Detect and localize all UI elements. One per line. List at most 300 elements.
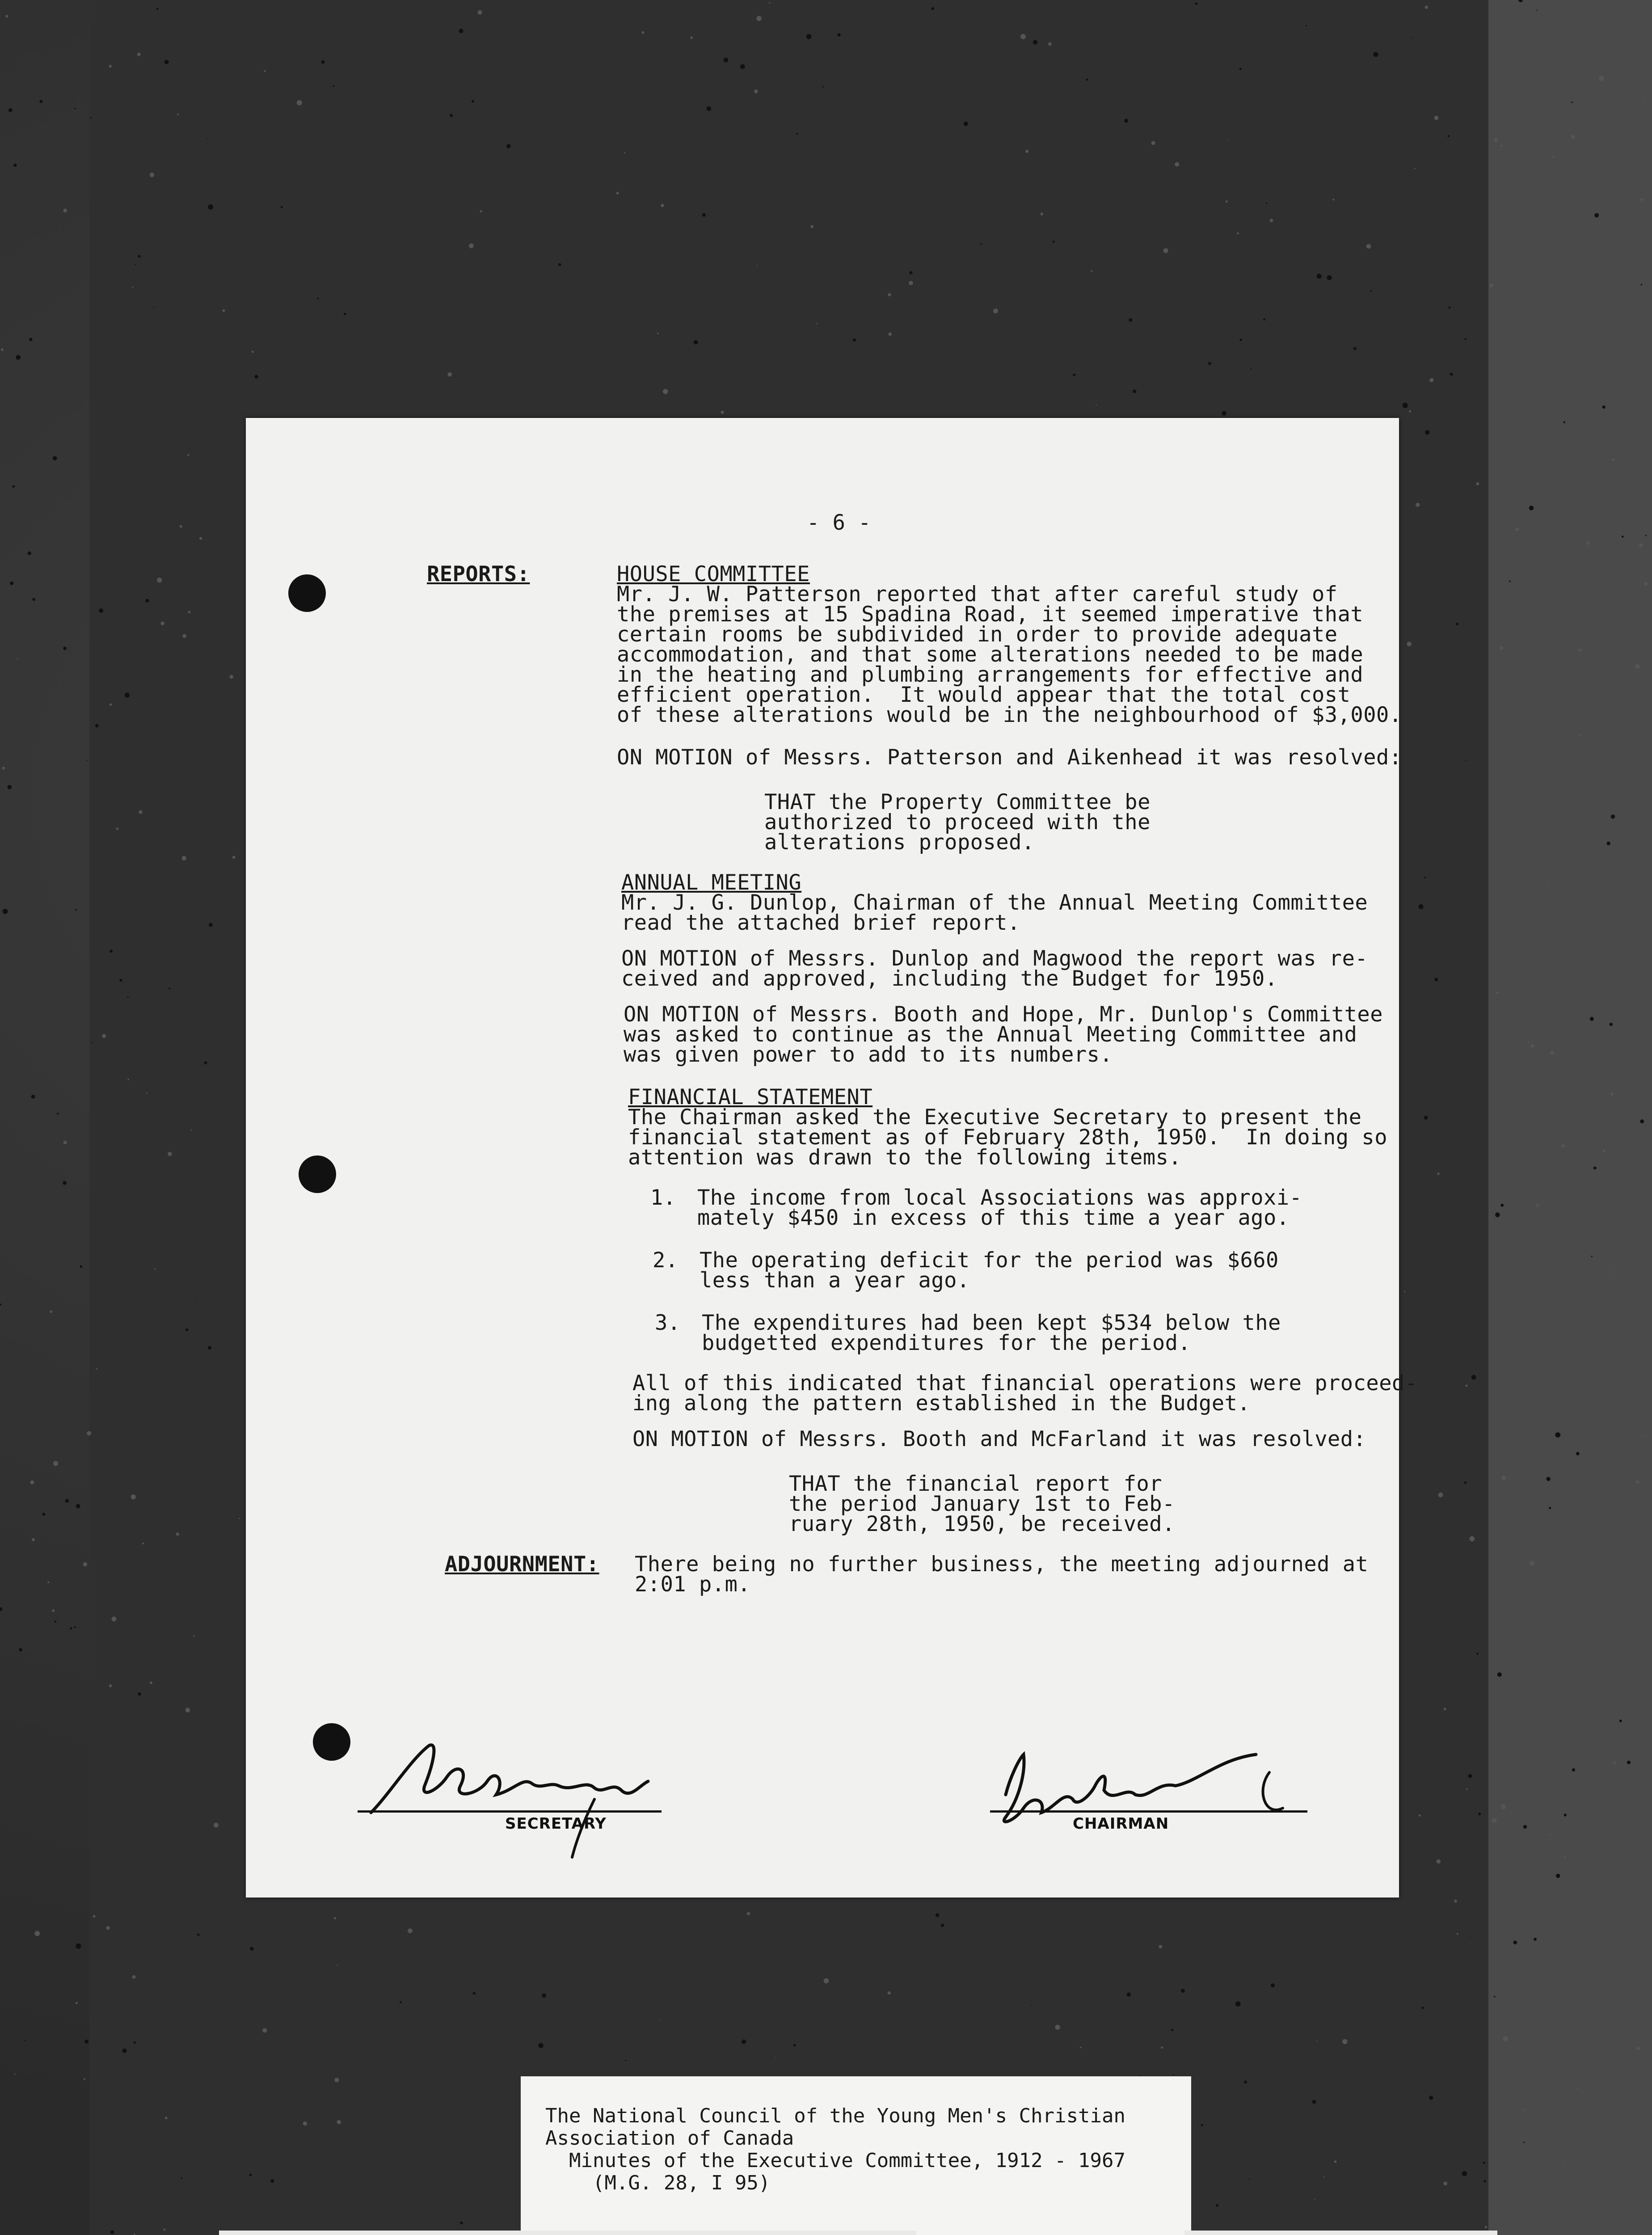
dust-speck xyxy=(694,340,698,345)
dust-speck xyxy=(1421,2007,1424,2009)
annual-meeting-motion: was given power to add to its numbers. xyxy=(624,1042,1113,1067)
dust-speck xyxy=(1443,2182,1447,2186)
card-line: (M.G. 28, I 95) xyxy=(545,2172,771,2194)
dust-speck xyxy=(1635,664,1640,669)
dust-speck xyxy=(1643,99,1644,100)
dust-speck xyxy=(1237,232,1239,234)
house-committee-resolution: alterations proposed. xyxy=(764,830,1035,855)
dust-speck xyxy=(1404,1291,1405,1292)
dust-speck xyxy=(207,138,208,139)
dust-speck xyxy=(1429,2096,1433,2100)
dust-speck xyxy=(8,785,12,789)
dust-speck xyxy=(1571,135,1575,139)
dust-speck xyxy=(1429,378,1433,382)
dust-speck xyxy=(1602,1150,1605,1152)
annual-meeting-line: Mr. J. G. Dunlop, Chairman of the Annual Meeting Committee xyxy=(621,890,1368,915)
dust-speck xyxy=(1,348,4,351)
dust-speck xyxy=(34,1931,40,1936)
dust-speck xyxy=(334,1917,336,1919)
dust-speck xyxy=(1450,373,1453,376)
dust-speck xyxy=(229,675,233,679)
dust-speck xyxy=(1644,1435,1646,1437)
dust-speck xyxy=(321,60,325,64)
dust-speck xyxy=(95,724,99,728)
dust-speck xyxy=(1464,1481,1467,1484)
dust-speck xyxy=(84,2078,85,2080)
dust-speck xyxy=(317,298,319,299)
dust-speck xyxy=(459,29,463,33)
dust-speck xyxy=(139,810,142,814)
dust-speck xyxy=(1530,1561,1534,1566)
dust-speck xyxy=(1534,1938,1537,1941)
dust-speck xyxy=(747,1912,750,1915)
dust-speck xyxy=(480,210,482,212)
dust-speck xyxy=(460,2222,463,2225)
dust-speck xyxy=(1424,1116,1428,1120)
dust-speck xyxy=(1537,10,1538,11)
dust-speck xyxy=(793,2044,796,2047)
dust-speck xyxy=(1041,213,1043,215)
dust-speck xyxy=(39,100,42,103)
dust-speck xyxy=(30,1480,34,1484)
dust-speck xyxy=(14,2074,15,2075)
dust-speck xyxy=(1586,541,1590,545)
dust-speck xyxy=(164,2228,166,2231)
financial-motion: ON MOTION of Messrs. Booth and McFarland it was resolved: xyxy=(632,1427,1366,1451)
dust-speck xyxy=(1175,162,1179,167)
chairman-caption: CHAIRMAN xyxy=(1073,1815,1169,1833)
plate-notch xyxy=(916,2231,1184,2235)
dust-speck xyxy=(1235,2001,1241,2007)
dust-speck xyxy=(93,1915,96,1918)
dust-speck xyxy=(177,114,179,115)
dust-speck xyxy=(209,923,213,927)
dust-speck xyxy=(888,293,891,296)
dust-speck xyxy=(28,552,31,555)
secretary-signature xyxy=(362,1728,684,1862)
dust-speck xyxy=(8,108,13,112)
dust-speck xyxy=(181,2177,182,2179)
dust-speck xyxy=(702,213,706,217)
dust-speck xyxy=(75,909,77,911)
dust-speck xyxy=(1503,2036,1508,2041)
financial-item-line: less than a year ago. xyxy=(700,1268,970,1293)
house-committee-resolution: THAT the Property Committee be xyxy=(764,790,1150,814)
dust-speck xyxy=(50,1311,53,1313)
dust-speck xyxy=(1454,1900,1457,1903)
dust-speck xyxy=(1594,213,1599,218)
dust-speck xyxy=(65,1499,69,1502)
dust-speck xyxy=(1550,1050,1554,1054)
dust-speck xyxy=(796,133,798,135)
dust-speck xyxy=(1222,411,1226,416)
dust-speck xyxy=(239,1518,240,1519)
financial-item-line: The income from local Associations was approxi- xyxy=(697,1185,1302,1210)
dust-speck xyxy=(1523,2109,1525,2111)
dust-speck xyxy=(182,634,186,638)
dust-speck xyxy=(1577,2087,1579,2089)
dust-speck xyxy=(1611,814,1615,818)
dust-speck xyxy=(63,1141,67,1144)
dust-speck xyxy=(1564,1856,1566,1858)
dust-speck xyxy=(1033,40,1037,45)
dust-speck xyxy=(29,338,33,342)
dust-speck xyxy=(1124,119,1128,123)
dust-speck xyxy=(1127,1993,1131,1997)
dust-speck xyxy=(660,2019,661,2020)
dust-speck xyxy=(1497,1672,1502,1677)
dust-speck xyxy=(1579,649,1582,651)
dust-speck xyxy=(153,307,154,308)
dust-speck xyxy=(1161,2046,1163,2049)
dust-speck xyxy=(1564,1813,1567,1816)
punch-hole-middle xyxy=(299,1155,336,1193)
dust-speck xyxy=(1590,1017,1594,1021)
dust-speck xyxy=(87,760,88,761)
dust-speck xyxy=(822,86,824,88)
dust-speck xyxy=(208,1346,211,1349)
dust-speck xyxy=(223,309,225,312)
dust-speck xyxy=(76,1944,81,1949)
dust-speck xyxy=(1637,2047,1640,2050)
dust-speck xyxy=(1414,168,1416,169)
dust-speck xyxy=(1438,1493,1443,1497)
house-committee-line: accommodation, and that some alterations needed to be made xyxy=(617,642,1364,667)
dust-speck xyxy=(1564,421,1565,423)
dust-speck xyxy=(936,1913,940,1917)
dust-speck xyxy=(1271,1983,1275,1987)
dust-speck xyxy=(558,263,561,266)
dust-speck xyxy=(1549,1507,1551,1509)
dust-speck xyxy=(264,70,266,72)
dust-speck xyxy=(32,1538,35,1541)
dust-speck xyxy=(980,243,982,245)
dust-speck xyxy=(1240,339,1242,341)
dust-speck xyxy=(1409,410,1411,413)
dust-speck xyxy=(447,372,452,377)
annual-meeting-motion: ceived and approved, including the Budget for 1950. xyxy=(621,966,1278,991)
dust-speck xyxy=(1080,2046,1082,2048)
dust-speck xyxy=(1266,202,1267,204)
dust-speck xyxy=(145,599,149,603)
dust-speck xyxy=(156,8,159,10)
dust-speck xyxy=(150,173,154,177)
dust-speck xyxy=(740,64,745,69)
dust-speck xyxy=(853,338,856,342)
dust-speck xyxy=(1610,1093,1614,1096)
dust-speck xyxy=(1226,200,1228,202)
dust-speck xyxy=(469,244,474,249)
dust-speck xyxy=(1644,582,1648,586)
dust-speck xyxy=(195,1298,196,1299)
dust-speck xyxy=(408,1928,413,1933)
dust-speck xyxy=(131,1494,136,1499)
dust-speck xyxy=(24,2040,25,2041)
dust-speck xyxy=(110,949,113,953)
dust-speck xyxy=(1494,1996,1495,1997)
dust-speck xyxy=(1055,2025,1060,2030)
dust-speck xyxy=(1576,1452,1580,1455)
dust-speck xyxy=(1599,76,1604,81)
dust-speck xyxy=(70,1627,72,1629)
dust-speck xyxy=(337,2120,341,2125)
dust-speck xyxy=(964,122,968,126)
dust-speck xyxy=(1195,3,1197,5)
minutes-page xyxy=(246,418,1418,1898)
dust-speck xyxy=(297,100,302,105)
dust-speck xyxy=(993,308,998,313)
dust-speck xyxy=(1483,2180,1486,2182)
dust-speck xyxy=(1419,1814,1421,1817)
dust-speck xyxy=(250,1947,253,1950)
dust-speck xyxy=(769,2,770,4)
dust-speck xyxy=(538,2043,543,2048)
dust-speck xyxy=(132,1975,136,1979)
card-line: Association of Canada xyxy=(545,2127,794,2150)
dust-speck xyxy=(1523,1825,1527,1829)
dust-speck xyxy=(1448,135,1450,137)
dust-speck xyxy=(1462,2171,1467,2176)
adjournment-label: ADJOURNMENT: xyxy=(445,1552,599,1577)
dust-speck xyxy=(2,767,5,769)
dust-speck xyxy=(1636,1480,1639,1484)
dust-speck xyxy=(24,1485,25,1486)
dust-speck xyxy=(888,1991,891,1995)
financial-item-number: 1. xyxy=(650,1185,676,1210)
dust-speck xyxy=(1425,5,1428,8)
dust-speck xyxy=(1263,318,1265,320)
dust-speck xyxy=(1530,1044,1534,1048)
dust-speck xyxy=(1020,34,1026,39)
dust-speck xyxy=(1549,1834,1551,1835)
dust-speck xyxy=(1239,68,1242,70)
dust-speck xyxy=(1133,389,1136,393)
dust-speck xyxy=(197,1934,199,1936)
dust-speck xyxy=(204,1061,207,1064)
financial-resolution: THAT the financial report for xyxy=(789,1472,1163,1496)
dust-speck xyxy=(810,225,813,228)
dust-speck xyxy=(1466,1788,1468,1790)
dust-speck xyxy=(661,204,664,207)
dust-speck xyxy=(1613,1271,1614,1273)
dust-speck xyxy=(616,192,619,194)
dust-speck xyxy=(335,2078,339,2082)
dust-speck xyxy=(281,206,283,208)
dust-speck xyxy=(188,611,191,614)
dust-speck xyxy=(1478,1813,1481,1815)
financial-item-line: The expenditures had been kept $534 below the xyxy=(702,1311,1281,1335)
dust-speck xyxy=(134,2041,136,2044)
dust-speck xyxy=(3,909,8,914)
dust-speck xyxy=(1306,25,1307,26)
dust-speck xyxy=(53,1461,58,1466)
card-line: Minutes of the Executive Committee, 1912 - 1967 xyxy=(545,2149,1126,2172)
dust-speck xyxy=(756,265,757,266)
financial-resolution: the period January 1st to Feb- xyxy=(789,1492,1175,1516)
dust-speck xyxy=(112,1617,117,1622)
dust-speck xyxy=(208,204,213,210)
dust-speck xyxy=(816,323,818,324)
dust-speck xyxy=(1548,885,1549,886)
dust-speck xyxy=(1529,506,1534,510)
dust-speck xyxy=(132,287,133,288)
dust-speck xyxy=(74,1626,76,1628)
annual-meeting-motion: was asked to continue as the Annual Meeting Committee and xyxy=(624,1022,1357,1047)
financial-statement-line: The Chairman asked the Executive Secretary to present the xyxy=(628,1105,1362,1130)
dust-speck xyxy=(17,658,18,660)
dust-speck xyxy=(754,89,758,93)
dust-speck xyxy=(1523,2142,1525,2143)
dust-speck xyxy=(169,987,170,989)
public-archives-plate xyxy=(219,2231,1497,2235)
adjournment-line: There being no further business, the meeting adjourned at xyxy=(635,1552,1369,1577)
dust-speck xyxy=(1500,646,1503,650)
dust-speck xyxy=(1496,991,1499,994)
dust-speck xyxy=(1031,2005,1032,2006)
dust-speck xyxy=(624,152,626,153)
financial-item-line: budgetted expenditures for the period. xyxy=(702,1331,1191,1355)
dust-speck xyxy=(1227,139,1228,140)
dust-speck xyxy=(142,1543,144,1544)
dust-speck xyxy=(1500,1204,1504,1207)
dust-speck xyxy=(1515,527,1519,531)
dust-speck xyxy=(1312,2100,1316,2104)
dust-speck xyxy=(1424,877,1426,879)
dust-speck xyxy=(837,33,840,36)
house-committee-heading: HOUSE COMMITTEE xyxy=(617,562,810,586)
dust-speck xyxy=(232,856,236,859)
dust-speck xyxy=(1639,544,1643,547)
dust-speck xyxy=(1564,2161,1565,2163)
dust-speck xyxy=(1073,374,1075,376)
house-committee-line: efficient operation. It would appear that the total cost xyxy=(617,683,1351,707)
dust-speck xyxy=(1513,1940,1517,1944)
dust-speck xyxy=(1403,403,1408,408)
dust-speck xyxy=(1619,1720,1622,1722)
dust-speck xyxy=(303,2121,307,2125)
dust-speck xyxy=(931,7,934,10)
dust-speck xyxy=(138,1692,141,1695)
dust-speck xyxy=(1342,2039,1347,2044)
dust-speck xyxy=(109,65,112,67)
dust-speck xyxy=(742,2040,746,2044)
dust-speck xyxy=(87,1431,91,1436)
dust-speck xyxy=(255,375,258,379)
dust-speck xyxy=(84,2040,88,2044)
dust-speck xyxy=(888,333,892,336)
dust-speck xyxy=(1593,1167,1597,1170)
dust-speck xyxy=(90,117,92,118)
dust-speck xyxy=(180,525,182,528)
dust-speck xyxy=(13,164,17,167)
house-committee-line: of these alterations would be in the neighbourhood of $3,000. xyxy=(617,703,1402,727)
dust-speck xyxy=(137,53,141,56)
dust-speck xyxy=(1434,116,1439,120)
dust-speck xyxy=(74,108,76,109)
dust-speck xyxy=(1466,760,1467,761)
dust-speck xyxy=(0,1303,1,1305)
dust-speck xyxy=(182,856,186,860)
house-committee-line: certain rooms be subdivided in order to provide adequate xyxy=(617,622,1338,647)
house-committee-line: in the heating and plumbing arrangements for effective and xyxy=(617,662,1364,687)
dust-speck xyxy=(1571,101,1572,103)
dust-speck xyxy=(125,692,130,697)
dust-speck xyxy=(83,1562,87,1566)
dust-speck xyxy=(63,1181,67,1185)
dust-speck xyxy=(824,1978,829,1984)
financial-statement-line: financial statement as of February 28th, 1950. In doing so xyxy=(628,1125,1387,1150)
house-committee-motion: ON MOTION of Messrs. Patterson and Aikenhead it was resolved: xyxy=(617,745,1402,770)
dust-speck xyxy=(1249,2179,1250,2180)
dust-speck xyxy=(157,578,162,582)
dust-speck xyxy=(1536,1204,1539,1207)
dust-speck xyxy=(400,2001,402,2003)
dust-speck xyxy=(657,333,659,334)
dust-speck xyxy=(1612,458,1614,461)
archive-reference-card xyxy=(521,2076,1191,2235)
dust-speck xyxy=(185,1708,190,1712)
dust-speck xyxy=(270,2179,274,2183)
dust-speck xyxy=(146,1092,148,1094)
dust-speck xyxy=(53,456,57,460)
dust-speck xyxy=(1476,1653,1479,1655)
dust-speck xyxy=(63,209,67,213)
dust-speck xyxy=(1317,274,1322,278)
punch-hole-bottom xyxy=(313,1723,350,1761)
dust-speck xyxy=(1201,2124,1203,2126)
dust-speck xyxy=(13,485,15,488)
dust-speck xyxy=(1607,842,1610,845)
dust-speck xyxy=(1374,52,1378,57)
dust-speck xyxy=(193,1636,194,1637)
dust-speck xyxy=(333,85,334,87)
financial-item-number: 2. xyxy=(653,1248,678,1273)
secretary-caption: SECRETARY xyxy=(505,1815,607,1833)
dust-speck xyxy=(1025,150,1028,153)
dust-speck xyxy=(99,608,103,613)
financial-item-line: The operating deficit for the period was $660 xyxy=(700,1248,1279,1273)
dust-speck xyxy=(1602,405,1606,409)
dust-speck xyxy=(1501,1804,1506,1809)
financial-summary-line: All of this indicated that financial operations were proceed- xyxy=(632,1371,1418,1396)
annual-meeting-line: read the attached brief report. xyxy=(621,911,1020,935)
dust-speck xyxy=(249,2174,252,2176)
dust-speck xyxy=(252,351,254,353)
dust-speck xyxy=(1407,641,1412,646)
dust-speck xyxy=(1645,535,1647,536)
dust-speck xyxy=(1448,307,1450,309)
dust-speck xyxy=(1353,347,1357,350)
dust-speck xyxy=(116,827,119,830)
dust-speck xyxy=(76,1504,80,1508)
dust-speck xyxy=(96,1368,97,1370)
dust-speck xyxy=(1572,1768,1575,1771)
dust-speck xyxy=(80,1265,83,1268)
dust-speck xyxy=(1622,536,1624,538)
dust-speck xyxy=(214,1823,219,1828)
dust-speck xyxy=(10,582,13,585)
annual-meeting-motion: ON MOTION of Messrs. Dunlop and Magwood the report was re- xyxy=(621,946,1368,971)
dust-speck xyxy=(724,58,729,63)
dust-speck xyxy=(472,100,474,103)
dust-speck xyxy=(1494,138,1498,142)
dust-speck xyxy=(1129,318,1132,322)
dust-speck xyxy=(473,1992,476,1995)
dust-speck xyxy=(128,1079,130,1080)
dust-speck xyxy=(1323,2176,1324,2178)
dust-speck xyxy=(1171,2029,1173,2031)
dust-speck xyxy=(1469,1937,1470,1938)
